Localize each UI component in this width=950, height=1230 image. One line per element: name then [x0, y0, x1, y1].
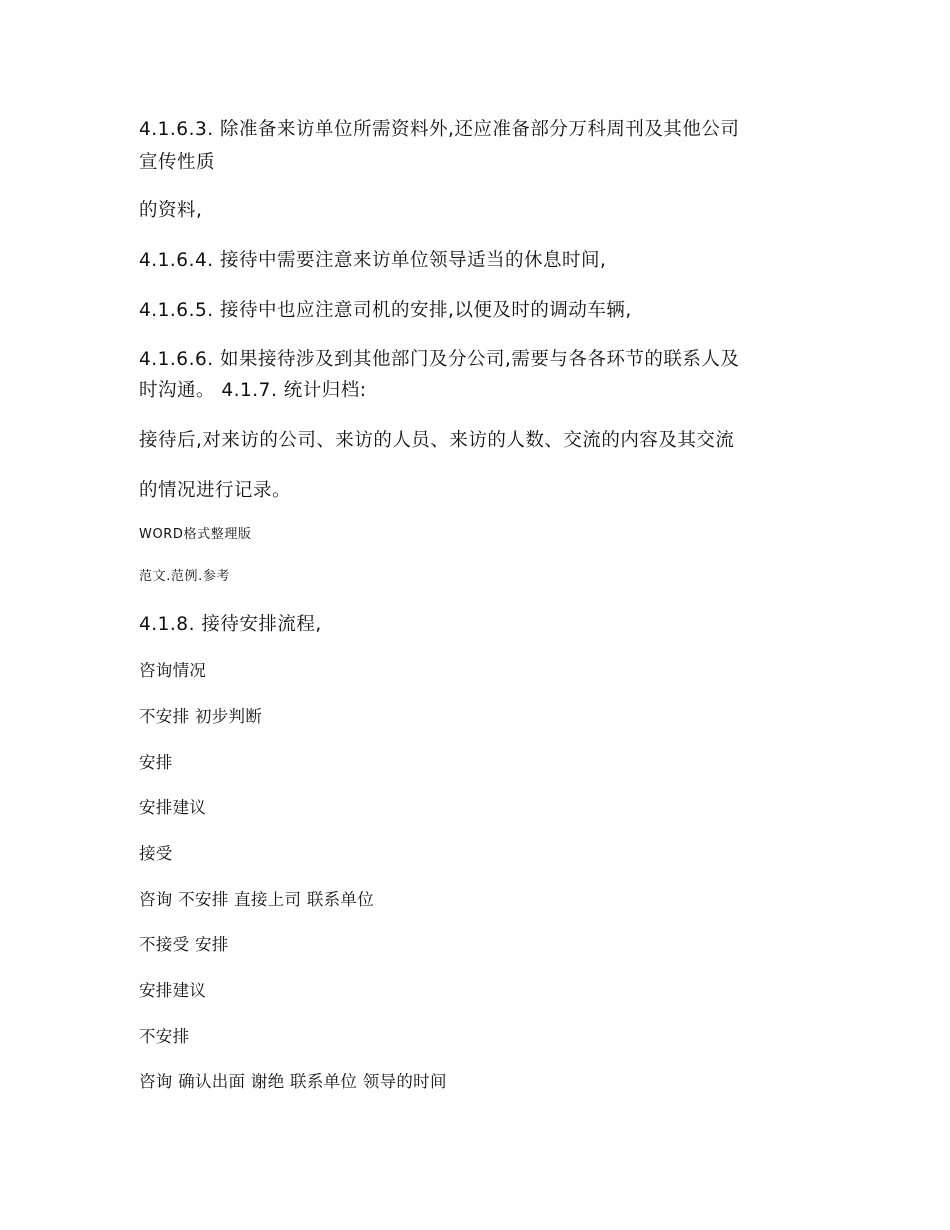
- flow-line-7: 不接受 安排: [139, 935, 229, 954]
- paragraph-4-1-6-6-line1: 4.1.6.6. 如果接待涉及到其他部门及分公司,需要与各各环节的联系人及: [139, 349, 740, 370]
- flow-line-5: 接受: [139, 844, 173, 863]
- flow-line-4: 安排建议: [139, 798, 207, 817]
- paragraph-4-1-6-3-line1: 4.1.6.3. 除准备来访单位所需资料外,还应准备部分万科周刊及其他公司: [139, 119, 740, 140]
- flow-line-6: 咨询 不安排 直接上司 联系单位: [139, 890, 375, 909]
- paragraph-records-line1: 接待后,对来访的公司、来访的人员、来访的人数、交流的内容及其交流: [139, 430, 735, 451]
- paragraph-4-1-6-3-line3: 的资料,: [139, 200, 203, 221]
- heading-4-1-8: 4.1.8. 接待安排流程,: [139, 614, 322, 635]
- paragraph-4-1-6-3-line2: 宣传性质: [139, 152, 216, 173]
- paragraph-records-line2: 的情况进行记录。: [139, 480, 292, 501]
- paragraph-4-1-6-4: 4.1.6.4. 接待中需要注意来访单位领导适当的休息时间,: [139, 250, 607, 271]
- watermark-word-format: WORD格式整理版: [139, 527, 252, 542]
- watermark-template-reference: 范文.范例.参考: [139, 569, 231, 584]
- paragraph-4-1-6-6-line2: 时沟通。 4.1.7. 统计归档:: [139, 380, 367, 401]
- flow-line-9: 不安排: [139, 1027, 190, 1046]
- flow-line-1: 咨询情况: [139, 661, 207, 680]
- flow-line-8: 安排建议: [139, 981, 207, 1000]
- paragraph-4-1-6-5: 4.1.6.5. 接待中也应注意司机的安排,以便及时的调动车辆,: [139, 300, 632, 321]
- flow-line-2: 不安排 初步判断: [139, 707, 263, 726]
- flow-line-10: 咨询 确认出面 谢绝 联系单位 领导的时间: [139, 1072, 447, 1091]
- flow-line-3: 安排: [139, 753, 173, 772]
